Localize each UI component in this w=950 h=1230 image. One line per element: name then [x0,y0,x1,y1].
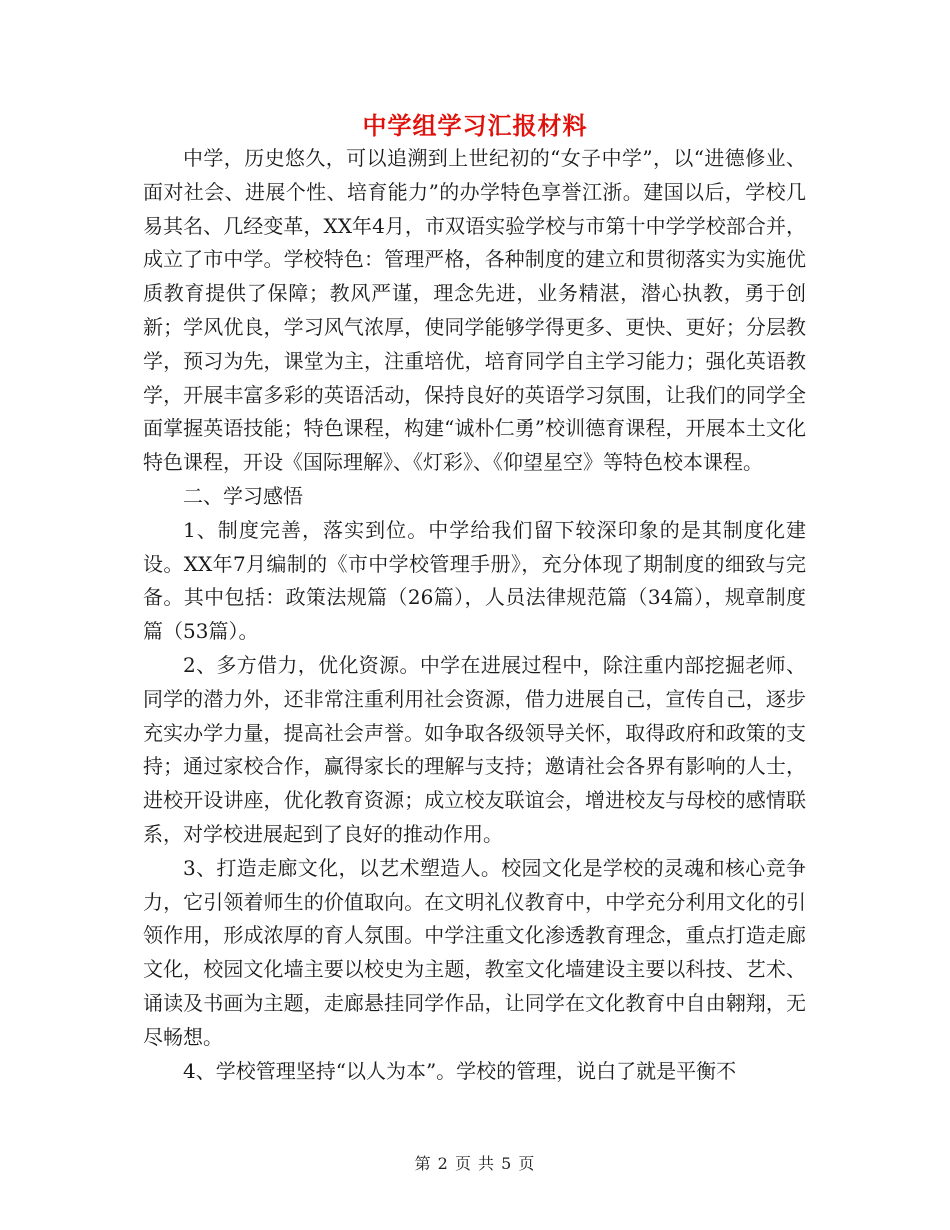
document-title: 中学组学习汇报材料 [362,111,588,140]
paragraph-point-3: 3、打造走廊文化，以艺术塑造人。校园文化是学校的灵魂和核心竞争力，它引领着师生的价值取向。在文明礼仪教育中，中学充分利用文化的引领作用，形成浓厚的育人氛围。中学注重文化渗透教育理念，重点打造走廊文化，校园文化墙主要以校史为主题，教室文化墙建设主要以科技、艺术、诵读及书画为主题，走廊悬挂同学作品，让同学在文化教育中自由翱翔，无尽畅想。 [143,855,806,1049]
section-heading-learning-insights: 二、学习感悟 [183,483,303,508]
page-number-footer: 第 2 页 共 5 页 [414,1154,536,1173]
paragraph-intro: 中学，历史悠久，可以追溯到上世纪初的“女子中学”，以“进德修业、面对社会、进展个性、培育能力”的办学特色享誉江浙。建国以后，学校几易其名、几经变革，XX年4月，市双语实验学校与市第十中学学校部合并，成立了市中学。学校特色：管理严格，各种制度的建立和贯彻落实为实施优质教育提供了保障；教风严谨，理念先进，业务精湛，潜心执教，勇于创新；学风优良，学习风气浓厚，使同学能够学得更多、更快、更好；分层教学，预习为先，课堂为主，注重培优，培育同学自主学习能力；强化英语教学，开展丰富多彩的英语活动，保持良好的英语学习氛围，让我们的同学全面掌握英语技能；特色课程，构建“诚朴仁勇”校训德育课程，开展本土文化特色课程，开设《国际理解》、《灯彩》、《仰望星空》等特色校本课程。 [143,146,806,475]
paragraph-point-1: 1、制度完善，落实到位。中学给我们留下较深印象的是其制度化建设。XX年7月编制的《市中学校管理手册》，充分体现了期制度的细致与完备。其中包括：政策法规篇（26篇），人员法律规范篇（34篇），规章制度篇（53篇）。 [143,517,806,644]
document-body [143,142,806,1088]
paragraph-point-2: 2、多方借力，优化资源。中学在进展过程中，除注重内部挖掘老师、同学的潜力外，还非常注重利用社会资源，借力进展自己，宣传自己，逐步充实办学力量，提高社会声誉。如争取各级领导关怀，取得政府和政策的支持；通过家校合作，赢得家长的理解与支持；邀请社会各界有影响的人士，进校开设讲座，优化教育资源；成立校友联谊会，增进校友与母校的感情联系，对学校进展起到了良好的推动作用。 [143,652,806,846]
paragraph-point-4: 4、学校管理坚持“以人为本”。学校的管理，说白了就是平衡不 [183,1058,737,1083]
